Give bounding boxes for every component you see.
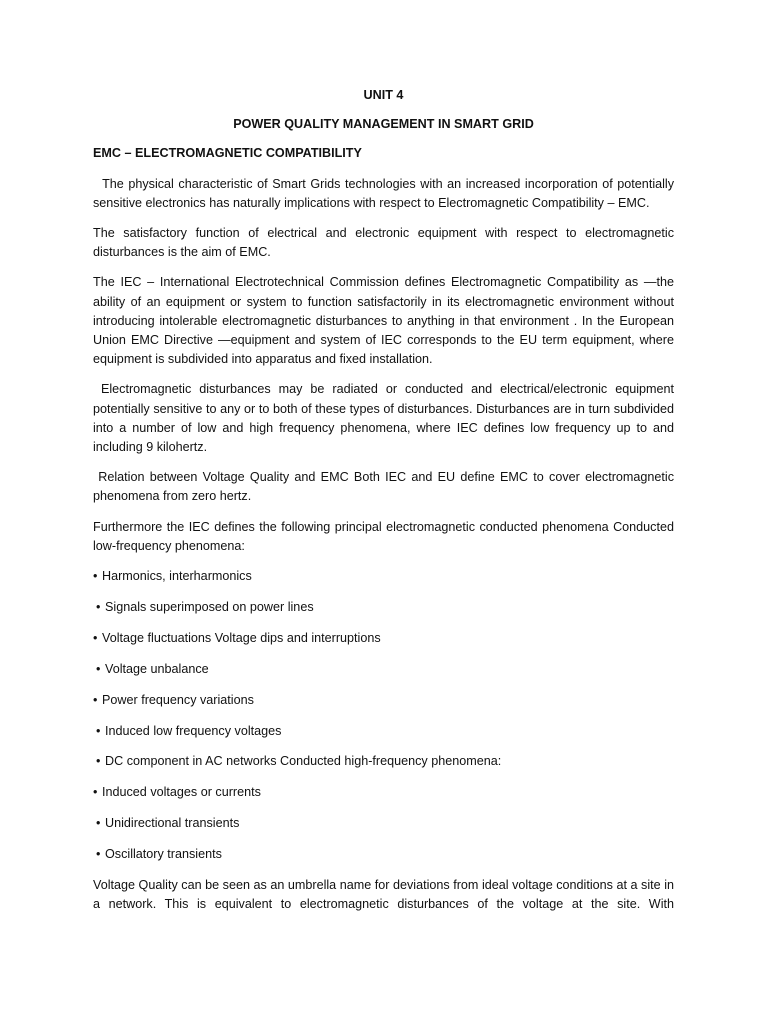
list-item bbox=[93, 845, 674, 864]
list-item bbox=[93, 567, 674, 586]
paragraph-intro: The physical characteristic of Smart Grids technologies with an increased incorporation of potentially sensitive electronics has naturally implications with respect to Electromagnetic Compatibility – EMC. bbox=[93, 176, 678, 210]
bullet-symbol: • bbox=[96, 599, 101, 614]
bullet-symbol: • bbox=[96, 723, 101, 738]
bullet-symbol: • bbox=[96, 754, 101, 769]
list-item-text: Induced low frequency voltages bbox=[105, 723, 282, 738]
list-item-text: Voltage unbalance bbox=[105, 661, 209, 676]
bullet-symbol: • bbox=[96, 816, 101, 831]
list-item bbox=[93, 783, 674, 802]
list-item-text: Harmonics, interharmonics bbox=[102, 569, 252, 584]
list-item-text: Power frequency variations bbox=[102, 692, 254, 707]
section-heading: EMC – ELECTROMAGNETIC COMPATIBILITY bbox=[93, 146, 362, 161]
document-title: POWER QUALITY MANAGEMENT IN SMART GRID bbox=[233, 117, 534, 132]
list-item-text: Induced voltages or currents bbox=[102, 785, 261, 800]
list-item bbox=[93, 814, 674, 833]
paragraph-phenomena: Furthermore the IEC defines the following principal electromagnetic conducted phenomena Conducted low-frequency phenomena: bbox=[93, 519, 674, 553]
list-item-text: Oscillatory transients bbox=[105, 847, 222, 862]
paragraph-voltage-quality: Voltage Quality can be seen as an umbrella name for deviations from ideal voltage conditions at a site in a network. This is equivalent to electromagnetic disturbances of the voltage at the site. With bbox=[93, 877, 674, 912]
paragraph-relation: Relation between Voltage Quality and EMC Both IEC and EU define EMC to cover electromagnetic phenomena from zero hertz. bbox=[93, 470, 678, 504]
list-item bbox=[93, 660, 674, 679]
bullet-symbol: • bbox=[93, 569, 98, 584]
bullet-symbol: • bbox=[93, 785, 98, 800]
paragraph-iec-definition: The IEC – International Electrotechnical Commission defines Electromagnetic Compatibility as ―the ability of an equipment or system to function satisfactorily in its electromagnetic environment without introducing intolerable electromagnetic disturbances to anything in that environment . In the European Union EMC Directive ―equipment and system of IEC corresponds to the EU term equipment, where equipment is subdivided into apparatus and fixed installation. bbox=[93, 275, 674, 367]
document-page bbox=[93, 86, 678, 925]
paragraph-aim: The satisfactory function of electrical and electronic equipment with respect to electromagnetic disturbances is the aim of EMC. bbox=[93, 226, 674, 260]
list-item bbox=[93, 691, 674, 710]
list-item-text: DC component in AC networks Conducted high-frequency phenomena: bbox=[105, 754, 502, 769]
paragraph-disturbances: Electromagnetic disturbances may be radiated or conducted and electrical/electronic equipment potentially sensitive to any or to both of these types of disturbances. Disturbances are in turn subdivided into a number of low and high frequency phenomena, where IEC defines low frequency up to and including 9 kilohertz. bbox=[93, 382, 678, 455]
phenomena-list bbox=[93, 567, 674, 864]
bullet-symbol: • bbox=[96, 661, 101, 676]
bullet-symbol: • bbox=[93, 692, 98, 707]
bullet-symbol: • bbox=[96, 847, 101, 862]
bullet-symbol: • bbox=[93, 630, 98, 645]
list-item-text: Voltage fluctuations Voltage dips and interruptions bbox=[102, 630, 381, 645]
list-item bbox=[93, 752, 674, 771]
list-item-text: Unidirectional transients bbox=[105, 816, 240, 831]
list-item bbox=[93, 722, 674, 741]
unit-heading: UNIT 4 bbox=[363, 88, 404, 102]
list-item bbox=[93, 598, 674, 617]
list-item-text: Signals superimposed on power lines bbox=[105, 599, 314, 614]
list-item bbox=[93, 629, 674, 648]
